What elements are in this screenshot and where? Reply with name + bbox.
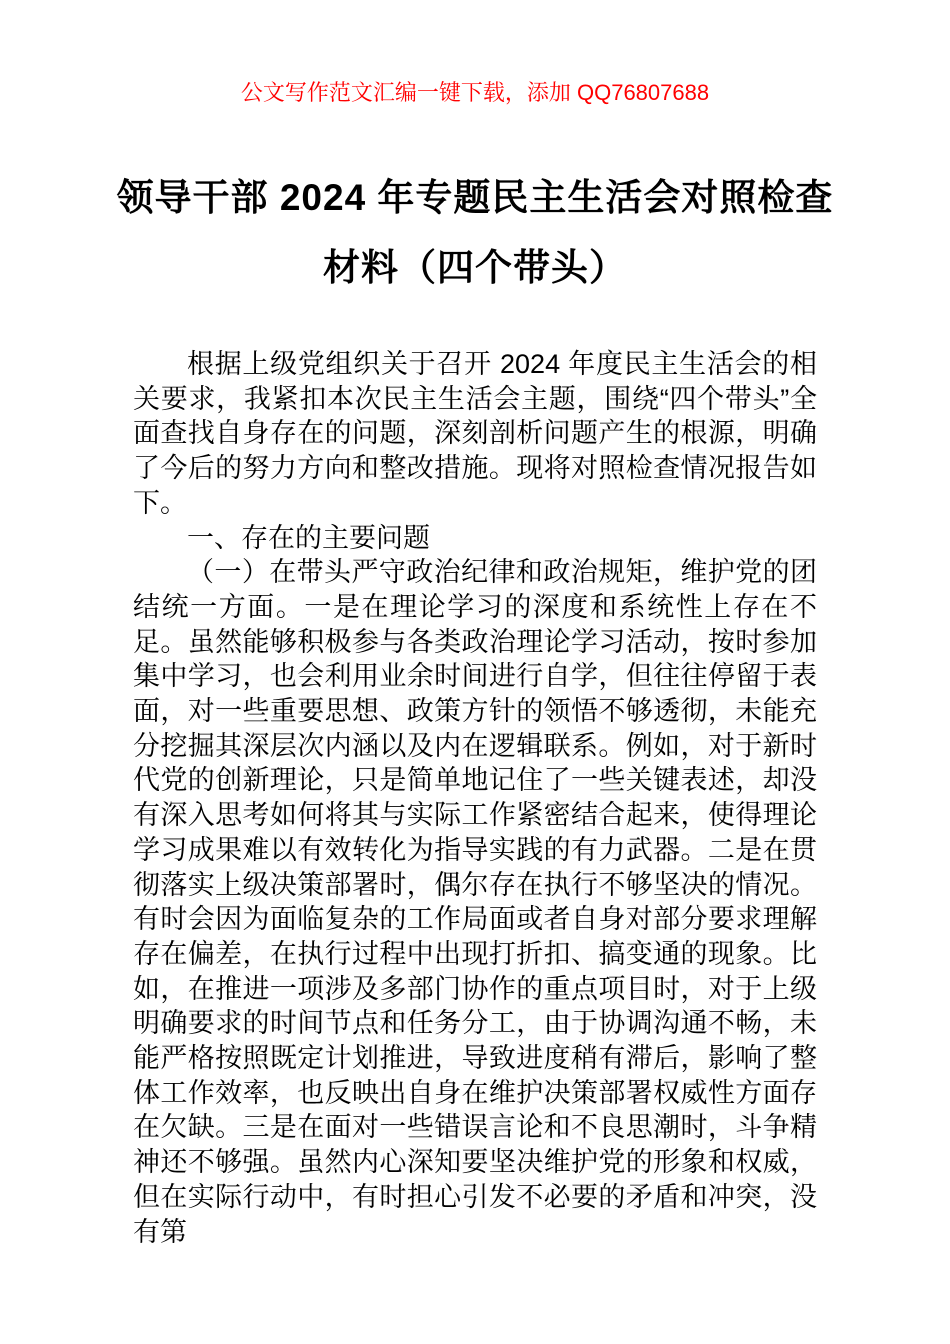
paragraph-intro: 根据上级党组织关于召开 2024 年度民主生活会的相关要求，我紧扣本次民主生活会主题，围绕“四个带头”全面查找自身存在的问题，深刻剖析问题产生的根源，明确了今后的努力方向和整改措施。现将对照检查情况报告如下。 bbox=[133, 349, 817, 518]
paragraph-section-1: （一）在带头严守政治纪律和政治规矩，维护党的团结统一方面。一是在理论学习的深度和系统性上存在不足。虽然能够积极参与各类政治理论学习活动，按时参加集中学习，也会利用业余时间进行自学，但往往停留于表面，对一些重要思想、政策方针的领悟不够透彻，未能充分挖掘其深层次内涵以及内在逻辑联系。例如，对于新时代党的创新理论，只是简单地记住了一些关键表述，却没有深入思考如何将其与实际工作紧密结合起来，使得理论学习成果难以有效转化为指导实践的有力武器。二是在贯彻落实上级决策部署时，偶尔存在执行不够坚决的情况。有时会因为面临复杂的工作局面或者自身对部分要求理解存在偏差，在执行过程中出现打折扣、搞变通的现象。比如，在推进一项涉及多部门协作的重点项目时，对于上级明确要求的时间节点和任务分工，由于协调沟通不畅，未能严格按照既定计划推进，导致进度稍有滞后，影响了整体工作效率，也反映出自身在维护决策部署权威性方面存在欠缺。三是在面对一些错误言论和不良思潮时，斗争精神还不够强。虽然内心深知要坚决维护党的形象和权威，但在实际行动中，有时担心引发不必要的矛盾和冲突，没有第 bbox=[133, 557, 817, 1247]
section-heading-1: 一、存在的主要问题 bbox=[187, 522, 430, 553]
document-body bbox=[133, 347, 817, 1249]
document-title-line-1: 领导干部 2024 年专题民主生活会对照检查 bbox=[116, 177, 834, 218]
document-title-line-2: 材料（四个带头） bbox=[323, 247, 627, 288]
document-title bbox=[90, 163, 860, 303]
header-promo-note: 公文写作范文汇编一键下载，添加 QQ76807688 bbox=[240, 80, 710, 105]
